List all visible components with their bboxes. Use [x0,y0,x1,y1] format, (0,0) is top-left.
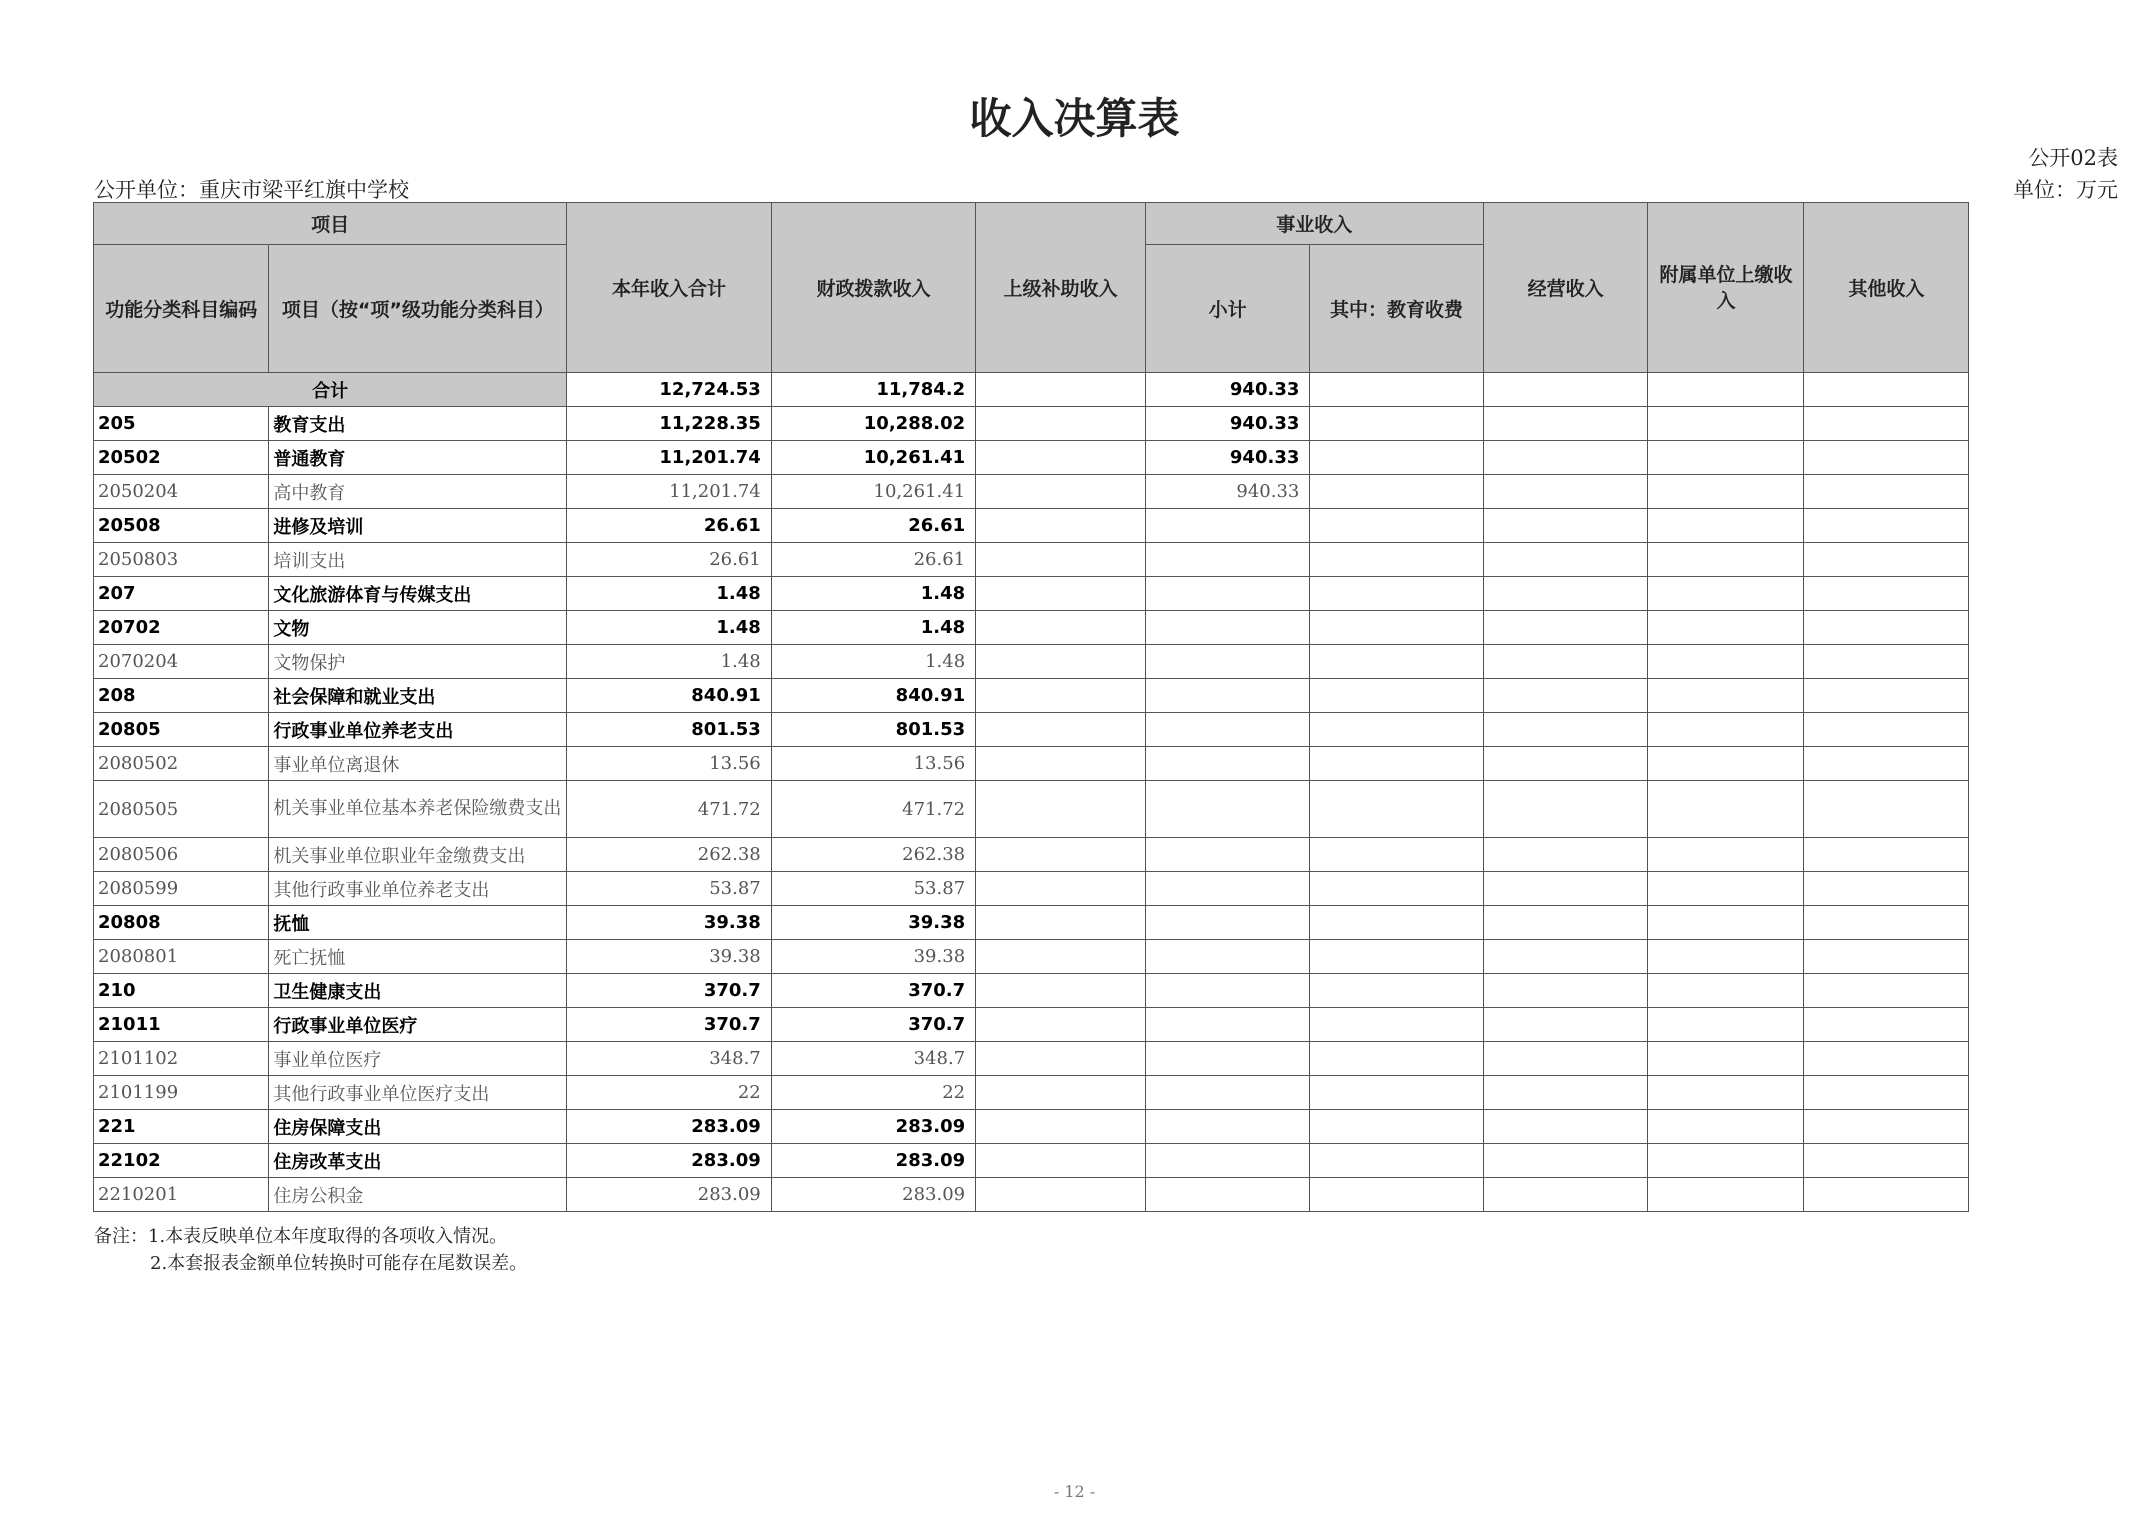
page-title: 收入决算表 [969,94,1180,143]
cell-total: 11,201.74 [567,475,771,509]
currency-unit: 单位：万元 [2013,178,2118,202]
table-row [94,679,2149,713]
cell-subtotal [1145,940,1310,974]
table-header [94,203,2149,373]
cell-operating [1483,838,1648,872]
cell-edu-fee [1310,1042,1483,1076]
total-edu-fee [1310,373,1483,407]
cell-edu-fee [1310,1144,1483,1178]
cell-operating [1483,577,1648,611]
cell-name: 文化旅游体育与传媒支出 [269,577,567,611]
cell-edu-fee [1310,509,1483,543]
cell-name: 住房公积金 [269,1178,567,1212]
cell-name: 卫生健康支出 [269,974,567,1008]
total-superior [976,373,1146,407]
cell-operating [1483,1178,1648,1212]
cell-affiliated [1648,838,1804,872]
cell-name: 其他行政事业单位养老支出 [269,872,567,906]
cell-edu-fee [1310,1178,1483,1212]
header-other: 其他收入 [1804,203,1969,373]
cell-code: 2080801 [94,940,269,974]
total-row [94,373,2149,407]
cell-edu-fee [1310,475,1483,509]
cell-subtotal [1145,1042,1310,1076]
cell-edu-fee [1310,441,1483,475]
cell-other [1804,747,1969,781]
table-row [94,838,2149,872]
cell-operating [1483,781,1648,838]
cell-code: 2050204 [94,475,269,509]
cell-other [1804,577,1969,611]
cell-subtotal [1145,872,1310,906]
cell-operating [1483,1144,1648,1178]
cell-total: 11,201.74 [567,441,771,475]
cell-name: 其他行政事业单位医疗支出 [269,1076,567,1110]
reporting-unit: 公开单位：重庆市梁平红旗中学校 [94,178,409,202]
header-edu-fee: 其中：教育收费 [1310,245,1483,373]
cell-superior [976,940,1146,974]
cell-subtotal: 940.33 [1145,407,1310,441]
cell-superior [976,974,1146,1008]
header-item-group: 项目 [94,203,567,245]
total-label: 合计 [94,373,567,407]
cell-affiliated [1648,940,1804,974]
cell-subtotal [1145,713,1310,747]
cell-subtotal [1145,1144,1310,1178]
cell-name: 住房保障支出 [269,1110,567,1144]
cell-code: 2080599 [94,872,269,906]
cell-affiliated [1648,1042,1804,1076]
cell-name: 进修及培训 [269,509,567,543]
cell-other [1804,645,1969,679]
cell-other [1804,974,1969,1008]
cell-total: 370.7 [567,1008,771,1042]
cell-affiliated [1648,747,1804,781]
total-operating [1483,373,1648,407]
cell-total: 1.48 [567,577,771,611]
cell-affiliated [1648,906,1804,940]
cell-edu-fee [1310,679,1483,713]
cell-name: 社会保障和就业支出 [269,679,567,713]
cell-affiliated [1648,645,1804,679]
cell-superior [976,509,1146,543]
cell-edu-fee [1310,906,1483,940]
cell-code: 2101199 [94,1076,269,1110]
cell-other [1804,940,1969,974]
cell-affiliated [1648,974,1804,1008]
cell-affiliated [1648,713,1804,747]
cell-affiliated [1648,1008,1804,1042]
cell-total: 348.7 [567,1042,771,1076]
cell-total: 1.48 [567,645,771,679]
cell-fiscal: 283.09 [771,1110,975,1144]
cell-other [1804,543,1969,577]
cell-edu-fee [1310,940,1483,974]
cell-other [1804,781,1969,838]
cell-superior [976,1110,1146,1144]
table-row [94,1144,2149,1178]
cell-subtotal [1145,1110,1310,1144]
cell-subtotal: 940.33 [1145,441,1310,475]
cell-other [1804,1178,1969,1212]
cell-other [1804,611,1969,645]
cell-edu-fee [1310,543,1483,577]
cell-affiliated [1648,407,1804,441]
cell-operating [1483,1042,1648,1076]
cell-code: 2070204 [94,645,269,679]
cell-fiscal: 26.61 [771,509,975,543]
cell-code: 205 [94,407,269,441]
cell-operating [1483,1110,1648,1144]
cell-code: 20508 [94,509,269,543]
cell-total: 39.38 [567,906,771,940]
cell-total: 11,228.35 [567,407,771,441]
cell-other [1804,1076,1969,1110]
cell-superior [976,611,1146,645]
cell-total: 22 [567,1076,771,1110]
cell-subtotal [1145,906,1310,940]
cell-other [1804,906,1969,940]
cell-affiliated [1648,577,1804,611]
cell-superior [976,713,1146,747]
cell-edu-fee [1310,1110,1483,1144]
note-1: 备注：1.本表反映单位本年度取得的各项收入情况。 [94,1226,508,1247]
cell-superior [976,1144,1146,1178]
cell-affiliated [1648,441,1804,475]
cell-operating [1483,679,1648,713]
cell-code: 2210201 [94,1178,269,1212]
table-row [94,577,2149,611]
cell-code: 208 [94,679,269,713]
header-code: 功能分类科目编码 [94,245,269,373]
table-row [94,747,2149,781]
cell-fiscal: 370.7 [771,1008,975,1042]
cell-other [1804,872,1969,906]
cell-subtotal [1145,974,1310,1008]
cell-fiscal: 1.48 [771,577,975,611]
note-2: 2.本套报表金额单位转换时可能存在尾数误差。 [150,1253,528,1274]
cell-fiscal: 53.87 [771,872,975,906]
cell-operating [1483,1008,1648,1042]
cell-total: 283.09 [567,1144,771,1178]
cell-subtotal [1145,781,1310,838]
cell-superior [976,577,1146,611]
cell-edu-fee [1310,838,1483,872]
cell-name: 行政事业单位养老支出 [269,713,567,747]
cell-superior [976,781,1146,838]
cell-total: 53.87 [567,872,771,906]
cell-superior [976,872,1146,906]
cell-fiscal: 10,261.41 [771,475,975,509]
cell-fiscal: 10,261.41 [771,441,975,475]
header-fiscal: 财政拨款收入 [771,203,975,373]
table-row [94,645,2149,679]
cell-code: 22102 [94,1144,269,1178]
cell-superior [976,838,1146,872]
cell-edu-fee [1310,747,1483,781]
table-row [94,974,2149,1008]
cell-edu-fee [1310,577,1483,611]
cell-other [1804,407,1969,441]
cell-total: 840.91 [567,679,771,713]
cell-operating [1483,441,1648,475]
table-row [94,543,2149,577]
cell-subtotal [1145,509,1310,543]
cell-operating [1483,645,1648,679]
cell-operating [1483,974,1648,1008]
table-row [94,407,2149,441]
header-operating: 经营收入 [1483,203,1648,373]
cell-edu-fee [1310,407,1483,441]
cell-superior [976,441,1146,475]
cell-fiscal: 348.7 [771,1042,975,1076]
cell-code: 207 [94,577,269,611]
cell-code: 2080502 [94,747,269,781]
table-row [94,1110,2149,1144]
cell-total: 26.61 [567,543,771,577]
cell-subtotal [1145,645,1310,679]
cell-affiliated [1648,1076,1804,1110]
table-row [94,441,2149,475]
table-row [94,1076,2149,1110]
cell-edu-fee [1310,872,1483,906]
cell-operating [1483,906,1648,940]
cell-subtotal [1145,577,1310,611]
income-table [93,202,2149,1212]
cell-code: 20805 [94,713,269,747]
cell-other [1804,679,1969,713]
cell-operating [1483,543,1648,577]
cell-fiscal: 22 [771,1076,975,1110]
cell-operating [1483,475,1648,509]
cell-edu-fee [1310,713,1483,747]
cell-affiliated [1648,781,1804,838]
cell-other [1804,1110,1969,1144]
cell-code: 21011 [94,1008,269,1042]
cell-total: 26.61 [567,509,771,543]
page-number: - 12 - [1053,1482,1096,1501]
table-row [94,940,2149,974]
cell-name: 行政事业单位医疗 [269,1008,567,1042]
cell-name: 普通教育 [269,441,567,475]
cell-name: 抚恤 [269,906,567,940]
total-total: 12,724.53 [567,373,771,407]
table-row [94,781,2149,838]
cell-operating [1483,872,1648,906]
cell-name: 文物 [269,611,567,645]
cell-superior [976,645,1146,679]
cell-subtotal: 940.33 [1145,475,1310,509]
cell-code: 2101102 [94,1042,269,1076]
cell-operating [1483,747,1648,781]
cell-superior [976,475,1146,509]
cell-total: 471.72 [567,781,771,838]
cell-operating [1483,1076,1648,1110]
cell-superior [976,407,1146,441]
cell-affiliated [1648,1178,1804,1212]
cell-affiliated [1648,872,1804,906]
cell-fiscal: 283.09 [771,1178,975,1212]
cell-fiscal: 26.61 [771,543,975,577]
header-business-group: 事业收入 [1145,203,1483,245]
total-fiscal: 11,784.2 [771,373,975,407]
cell-other [1804,475,1969,509]
cell-subtotal [1145,1076,1310,1110]
table-row [94,906,2149,940]
cell-affiliated [1648,1110,1804,1144]
cell-affiliated [1648,611,1804,645]
header-subtotal: 小计 [1145,245,1310,373]
cell-subtotal [1145,838,1310,872]
cell-total: 13.56 [567,747,771,781]
cell-superior [976,906,1146,940]
cell-other [1804,1144,1969,1178]
total-other [1804,373,1969,407]
cell-other [1804,441,1969,475]
cell-affiliated [1648,679,1804,713]
cell-code: 20502 [94,441,269,475]
cell-edu-fee [1310,974,1483,1008]
cell-subtotal [1145,543,1310,577]
cell-superior [976,1178,1146,1212]
cell-other [1804,713,1969,747]
total-subtotal: 940.33 [1145,373,1310,407]
cell-affiliated [1648,509,1804,543]
cell-superior [976,679,1146,713]
cell-name: 事业单位离退休 [269,747,567,781]
cell-operating [1483,407,1648,441]
table-row [94,713,2149,747]
cell-operating [1483,713,1648,747]
header-superior: 上级补助收入 [976,203,1146,373]
cell-fiscal: 262.38 [771,838,975,872]
cell-fiscal: 840.91 [771,679,975,713]
cell-code: 2050803 [94,543,269,577]
form-number: 公开02表 [2028,146,2118,170]
cell-fiscal: 1.48 [771,611,975,645]
table-row [94,509,2149,543]
cell-edu-fee [1310,611,1483,645]
cell-total: 1.48 [567,611,771,645]
cell-fiscal: 471.72 [771,781,975,838]
cell-fiscal: 283.09 [771,1144,975,1178]
cell-total: 370.7 [567,974,771,1008]
cell-operating [1483,509,1648,543]
cell-other [1804,1042,1969,1076]
cell-code: 221 [94,1110,269,1144]
table-row [94,1178,2149,1212]
cell-other [1804,1008,1969,1042]
cell-superior [976,1076,1146,1110]
cell-name: 机关事业单位基本养老保险缴费支出 [269,781,567,838]
cell-edu-fee [1310,1076,1483,1110]
cell-code: 20702 [94,611,269,645]
cell-total: 801.53 [567,713,771,747]
cell-operating [1483,611,1648,645]
cell-name: 机关事业单位职业年金缴费支出 [269,838,567,872]
cell-affiliated [1648,543,1804,577]
cell-superior [976,747,1146,781]
cell-other [1804,838,1969,872]
cell-subtotal [1145,747,1310,781]
cell-subtotal [1145,611,1310,645]
cell-operating [1483,940,1648,974]
cell-name: 文物保护 [269,645,567,679]
table-row [94,1008,2149,1042]
table-row [94,872,2149,906]
cell-fiscal: 801.53 [771,713,975,747]
cell-name: 事业单位医疗 [269,1042,567,1076]
cell-name: 高中教育 [269,475,567,509]
cell-code: 210 [94,974,269,1008]
cell-other [1804,509,1969,543]
cell-total: 283.09 [567,1110,771,1144]
cell-affiliated [1648,475,1804,509]
cell-superior [976,1008,1146,1042]
header-affiliated: 附属单位上缴收入 [1648,203,1804,373]
table-row [94,475,2149,509]
cell-fiscal: 370.7 [771,974,975,1008]
header-name: 项目（按“项”级功能分类科目） [269,245,567,373]
table-row [94,611,2149,645]
cell-code: 20808 [94,906,269,940]
cell-fiscal: 39.38 [771,906,975,940]
header-total: 本年收入合计 [567,203,771,373]
cell-name: 教育支出 [269,407,567,441]
cell-code: 2080505 [94,781,269,838]
cell-fiscal: 13.56 [771,747,975,781]
table-body [94,373,2149,1212]
cell-superior [976,1042,1146,1076]
cell-fiscal: 1.48 [771,645,975,679]
cell-code: 2080506 [94,838,269,872]
cell-edu-fee [1310,645,1483,679]
cell-edu-fee [1310,1008,1483,1042]
cell-affiliated [1648,1144,1804,1178]
total-affiliated [1648,373,1804,407]
cell-name: 培训支出 [269,543,567,577]
cell-edu-fee [1310,781,1483,838]
cell-total: 39.38 [567,940,771,974]
table-row [94,1042,2149,1076]
cell-superior [976,543,1146,577]
cell-name: 住房改革支出 [269,1144,567,1178]
cell-fiscal: 10,288.02 [771,407,975,441]
cell-fiscal: 39.38 [771,940,975,974]
cell-total: 283.09 [567,1178,771,1212]
cell-subtotal [1145,679,1310,713]
cell-subtotal [1145,1008,1310,1042]
cell-subtotal [1145,1178,1310,1212]
cell-total: 262.38 [567,838,771,872]
cell-name: 死亡抚恤 [269,940,567,974]
